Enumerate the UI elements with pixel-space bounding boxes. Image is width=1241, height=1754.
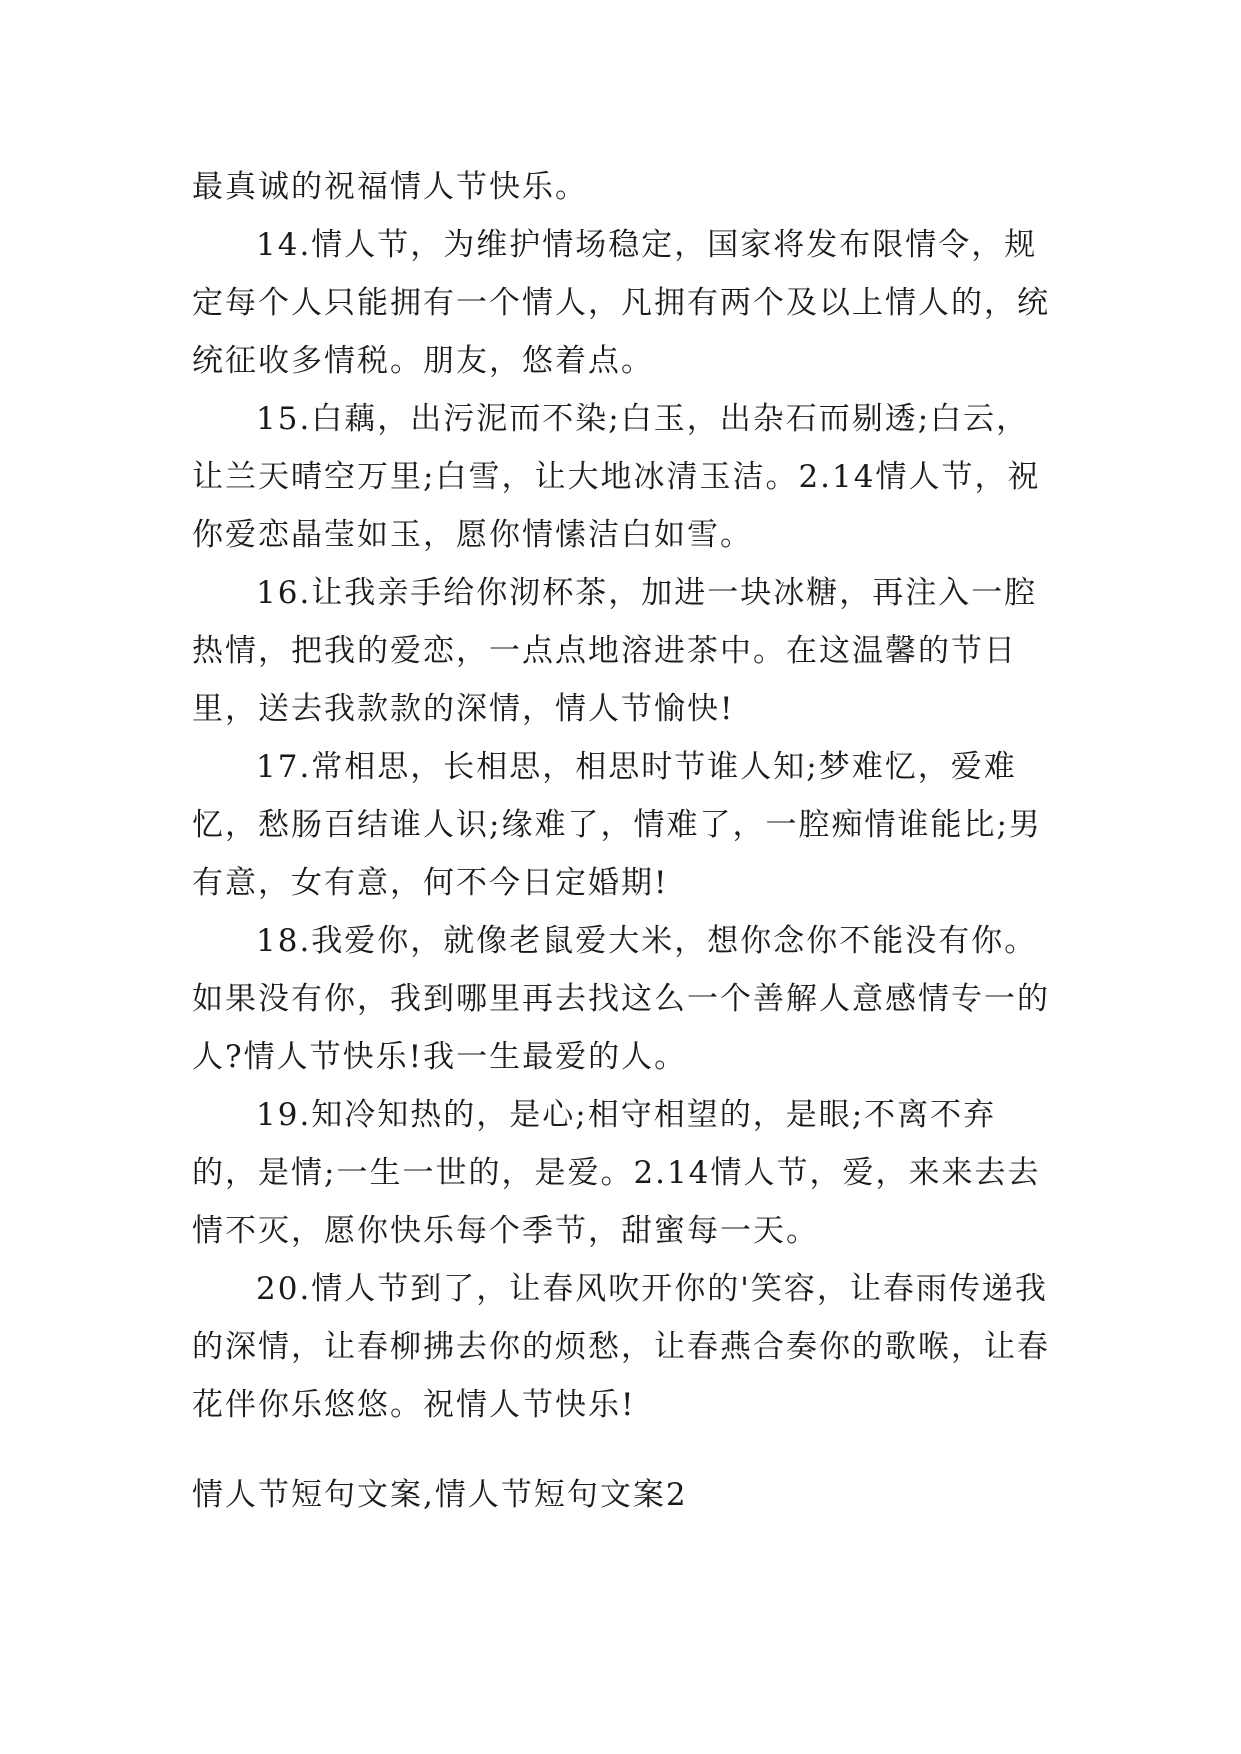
paragraph-20: 20.情人节到了，让春风吹开你的'笑容，让春雨传递我的深情，让春柳拂去你的烦愁，让春燕合奏你的歌喉，让春花伴你乐悠悠。祝情人节快乐! bbox=[192, 1271, 1050, 1423]
paragraph-14: 14.情人节，为维护情场稳定，国家将发布限情令，规定每个人只能拥有一个情人，凡拥有两个及以上情人的，统统征收多情税。朋友，悠着点。 bbox=[192, 227, 1050, 379]
section-heading: 情人节短句文案,情人节短句文案2 bbox=[192, 1477, 688, 1513]
document-body bbox=[192, 158, 1062, 1434]
paragraph-13-tail: 最真诚的祝福情人节快乐。 bbox=[192, 169, 588, 205]
paragraph-18: 18.我爱你，就像老鼠爱大米，想你念你不能没有你。如果没有你，我到哪里再去找这么一个善解人意感情专一的人?情人节快乐!我一生最爱的人。 bbox=[192, 923, 1050, 1075]
paragraph-19: 19.知冷知热的，是心;相守相望的，是眼;不离不弃的，是情;一生一世的，是爱。2.14情人节，爱，来来去去情不灭，愿你快乐每个季节，甜蜜每一天。 bbox=[192, 1097, 1041, 1249]
paragraph-17: 17.常相思，长相思，相思时节谁人知;梦难忆，爱难忆，愁肠百结谁人识;缘难了，情难了，一腔痴情谁能比;男有意，女有意，何不今日定婚期! bbox=[192, 749, 1042, 901]
paragraph-15: 15.白藕，出污泥而不染;白玉，出杂石而剔透;白云，让兰天晴空万里;白雪，让大地冰清玉洁。2.14情人节，祝你爱恋晶莹如玉，愿你情愫洁白如雪。 bbox=[192, 401, 1041, 553]
paragraph-16: 16.让我亲手给你沏杯茶，加进一块冰糖，再注入一腔热情，把我的爱恋，一点点地溶进茶中。在这温馨的节日里，送去我款款的深情，情人节愉快! bbox=[192, 575, 1038, 727]
